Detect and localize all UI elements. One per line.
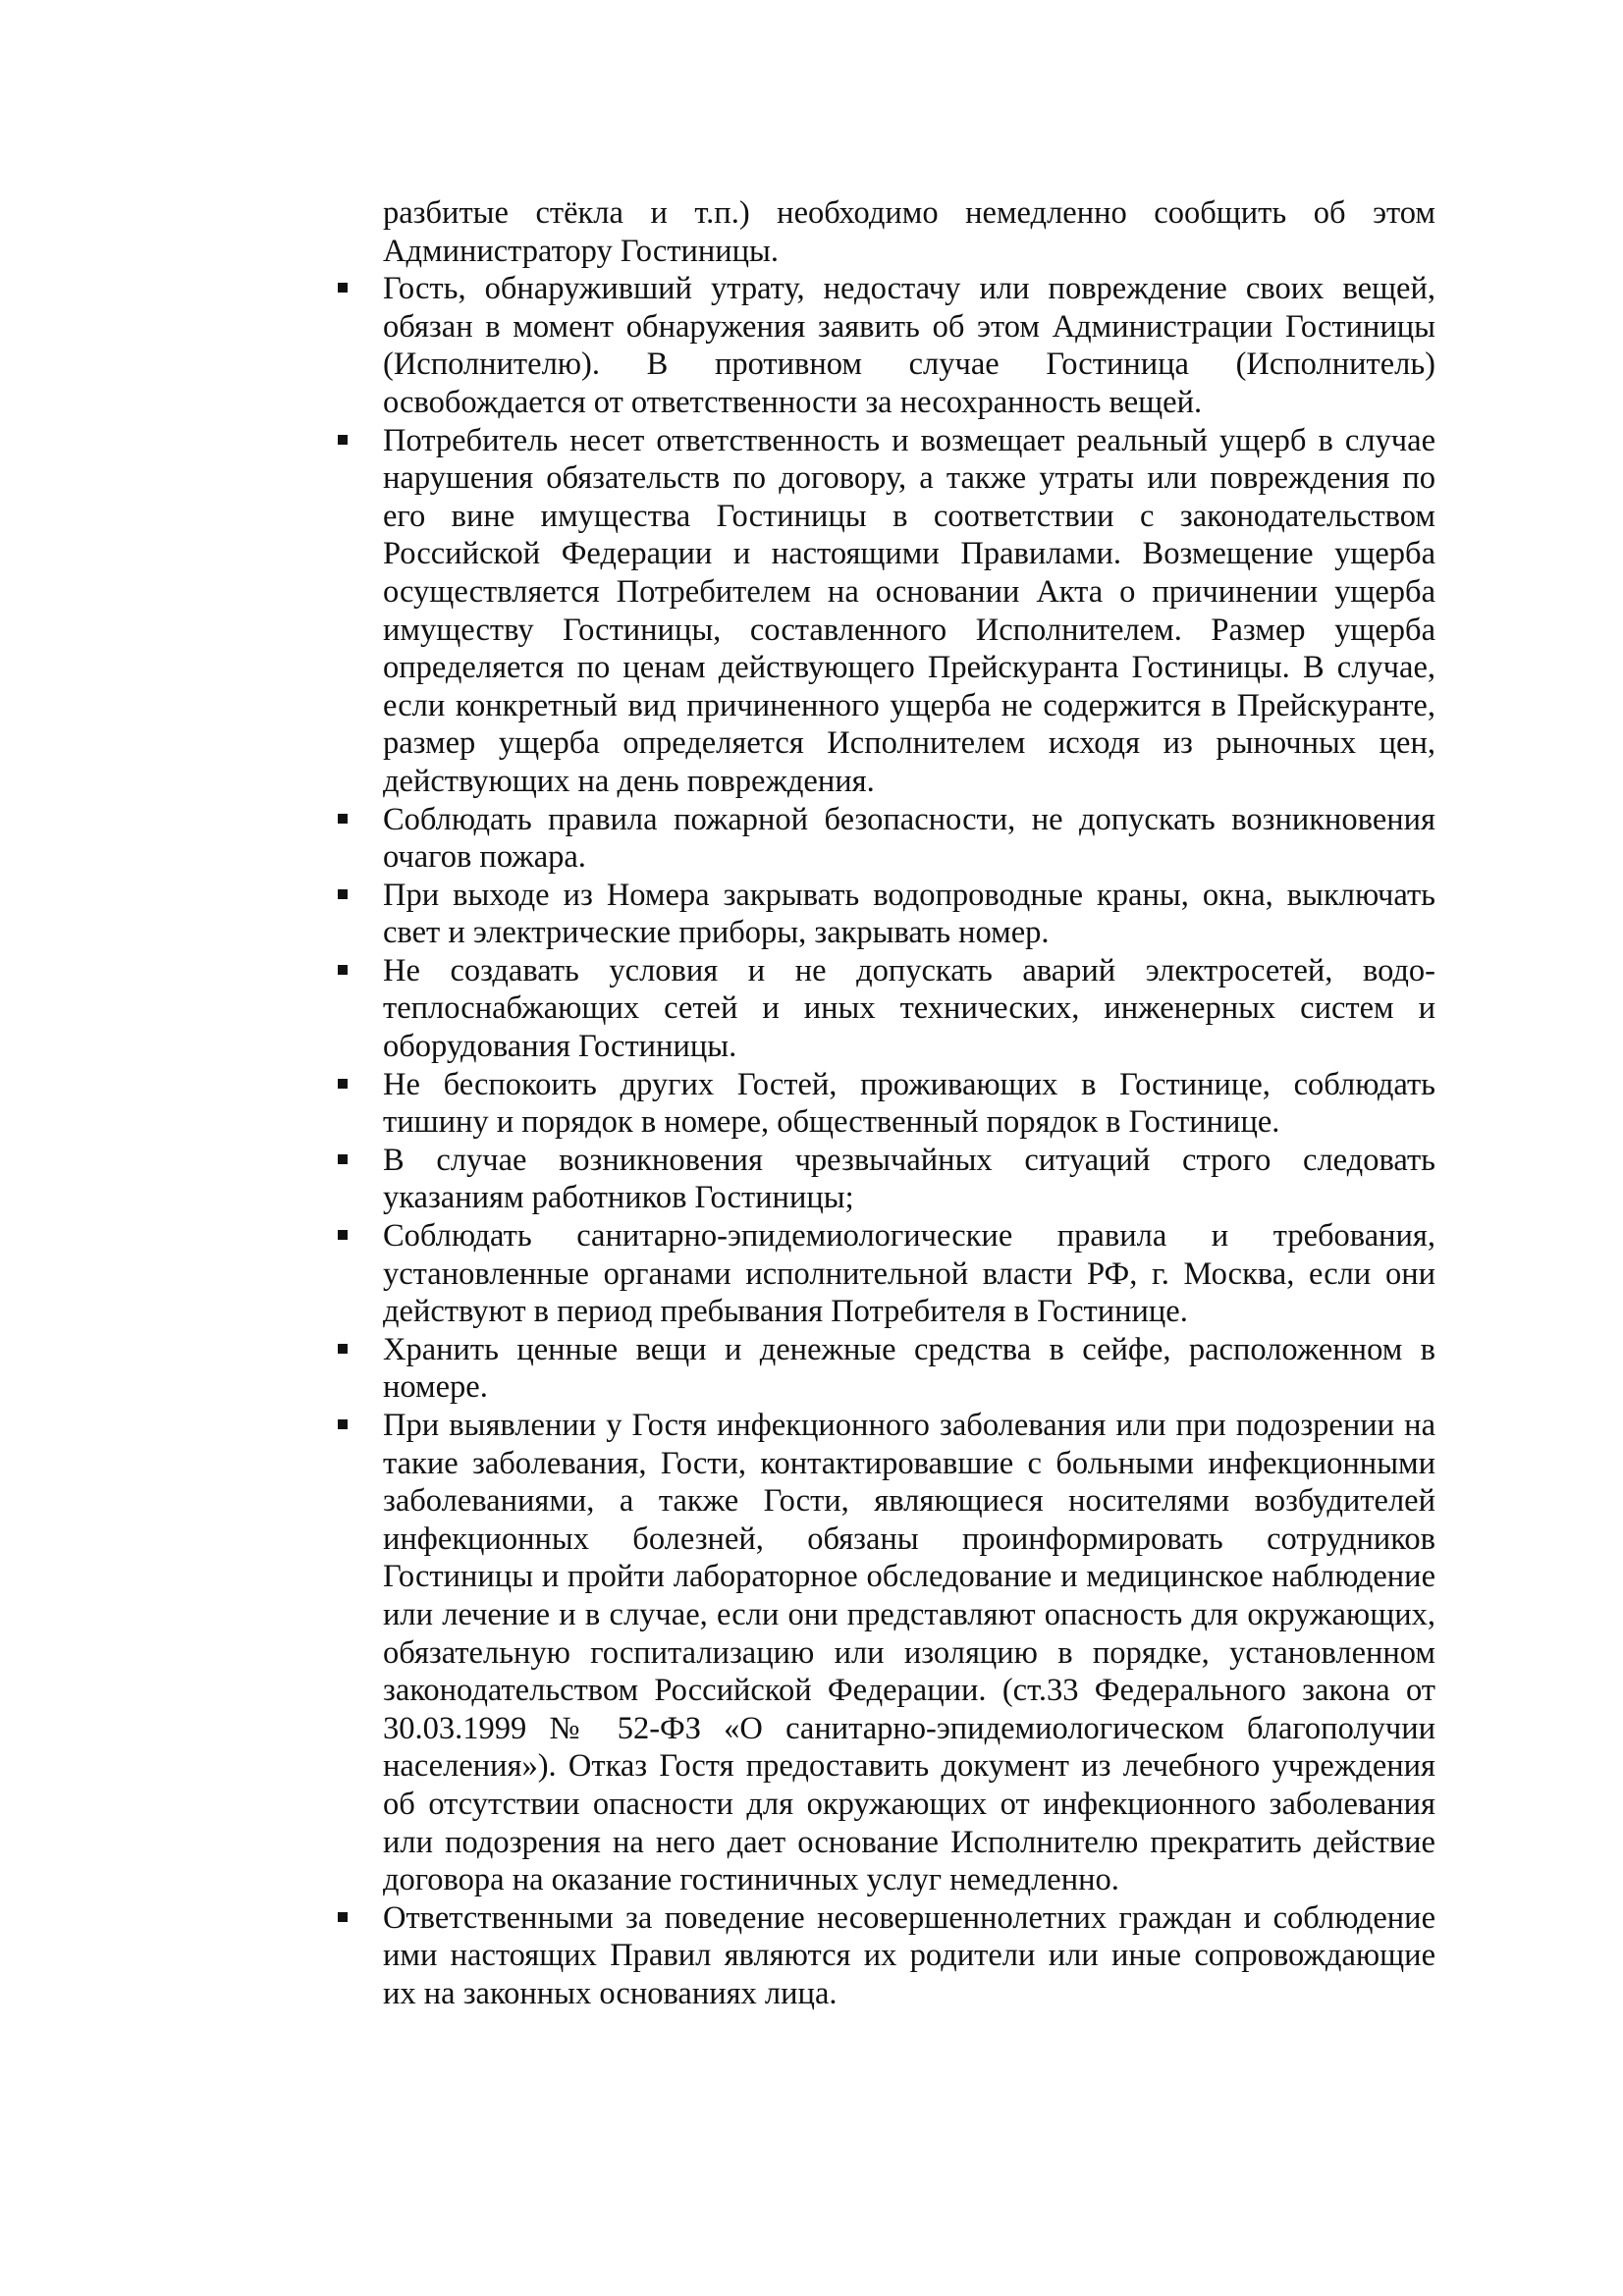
list-item [383,1142,1435,1217]
list-item-text: Хранить ценные вещи и денежные средства в сейфе, расположенном в номере. [383,1331,1435,1406]
continuation-paragraph: разбитые стёкла и т.п.) необходимо немедленно сообщить об этом Администратору Гостиницы. [383,195,1435,269]
square-bullet-icon [338,965,348,975]
list-item-text: Потребитель несет ответственность и возмещает реальный ущерб в случае нарушения обязательств по договору, а также утраты или повреждения по его вине имущества Гостиницы в соответствии с законодательством Российской Федерации и настоящими Правилами. Возмещение ущерба осуществляется Потребителем на основании Акта о причинении ущерба имуществу Гостиницы, составленного Исполнителем. Размер ущерба определяется по ценам действующего Прейскуранта Гостиницы. В случае, если конкретный вид причиненного ущерба не содержится в Прейскуранте, размер ущерба определяется Исполнителем исходя из рыночных цен, действующих на день повреждения. [383,422,1435,799]
square-bullet-icon [338,1230,348,1240]
square-bullet-icon [338,435,348,445]
list-item-text: При выявлении у Гостя инфекционного заболевания или при подозрении на такие заболевания, Гости, контактировавшие с больными инфекционными заболеваниями, а также Гости, являющиеся носителями возбудителей инфекционных болезней, обязаны проинформировать сотрудников Гостиницы и пройти лабораторное обследование и медицинское наблюдение или лечение и в случае, если они представляют опасность для окружающих, обязательную госпитализацию или изоляцию в порядке, установленном законодательством Российской Федерации. (ст.33 Федерального закона от 30.03.1999 № 52-ФЗ «О санитарно-эпидемиологическом благополучии населения»). Отказ Гостя предоставить документ из лечебного учреждения об отсутствии опасности для окружающих от инфекционного заболевания или подозрения на него дает основание Исполнителю прекратить действие договора на оказание гостиничных услуг немедленно. [383,1408,1435,1898]
list-item [383,270,1435,421]
list-item [383,952,1435,1066]
square-bullet-icon [338,889,348,899]
list-item-text: Соблюдать санитарно-эпидемиологические правила и требования, установленные органами исполнительной власти РФ, г. Москва, если они действуют в период пребывания Потребителя в Гостинице. [383,1218,1435,1330]
list-item [383,877,1435,952]
list-item-text: В случае возникновения чрезвычайных ситуаций строго следовать указаниям работников Гостиницы; [383,1142,1435,1216]
square-bullet-icon [338,814,348,824]
list-item [383,1899,1435,2013]
list-item [383,1407,1435,1899]
list-item [383,1217,1435,1331]
list-item-text: Не беспокоить других Гостей, проживающих в Гостинице, соблюдать тишину и порядок в номере, общественный порядок в Гостинице. [383,1066,1435,1141]
square-bullet-icon [338,283,348,293]
square-bullet-icon [338,1154,348,1164]
square-bullet-icon [338,1912,348,1922]
list-item-text: При выходе из Номера закрывать водопроводные краны, окна, выключать свет и электрические приборы, закрывать номер. [383,877,1435,951]
list-item-text: Гость, обнаруживший утрату, недостачу или повреждение своих вещей, обязан в момент обнаружения заявить об этом Администрации Гостиницы (Исполнителю). В противном случае Гостиница (Исполнитель) освобождается от ответственности за несохранность вещей. [383,271,1435,420]
list-item-text: Соблюдать правила пожарной безопасности, не допускать возникновения очагов пожара. [383,801,1435,876]
rules-list [383,270,1435,2012]
list-item [383,1331,1435,1407]
list-item [383,1066,1435,1142]
list-item [383,422,1435,801]
document-body [383,194,1435,2013]
list-item-text: Ответственными за поведение несовершеннолетних граждан и соблюдение ими настоящих Правил являются их родители или иные сопровождающие их на законных основаниях лица. [383,1899,1435,2011]
square-bullet-icon [338,1079,348,1089]
square-bullet-icon [338,1419,348,1429]
list-item [383,801,1435,877]
square-bullet-icon [338,1344,348,1354]
list-item-text: Не создавать условия и не допускать аварий электросетей, водо-теплоснабжающих сетей и иных технических, инженерных систем и оборудования Гостиницы. [383,952,1435,1065]
